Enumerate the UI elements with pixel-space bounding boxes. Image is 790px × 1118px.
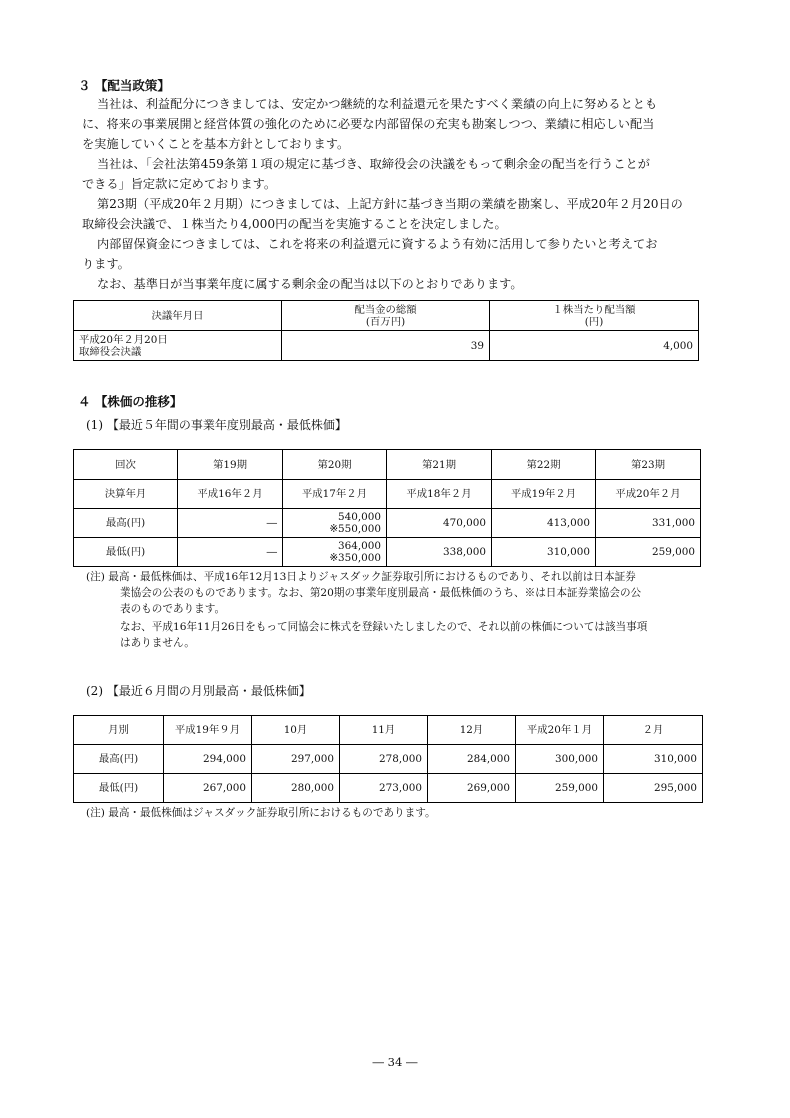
note-line: 業協会の公表のものであります。なお、第20期の事業年度別最高・最低株価のうち、※は日本証券業協会の公	[120, 587, 642, 599]
data-cell: ―	[178, 538, 283, 567]
data-cell: 300,000	[516, 745, 604, 774]
header-cell: 第22期	[492, 450, 596, 480]
header-cell: 決議年月日	[74, 301, 282, 331]
cell-line: ※350,000	[329, 552, 381, 564]
table-row	[74, 331, 699, 361]
data-cell: 310,000	[492, 538, 596, 567]
data-cell: 273,000	[340, 774, 428, 803]
data-cell: 259,000	[516, 774, 604, 803]
paragraph-line: 第23期（平成20年２月期）につきましては、上記方針に基づき当期の業績を勘案し、平成20年２月20日の	[97, 197, 683, 211]
data-cell: 470,000	[387, 509, 492, 538]
header-cell: 平成20年１月	[516, 716, 604, 745]
header-cell: 第20期	[283, 450, 387, 480]
table-row	[74, 538, 701, 567]
note-line: (注) 最高・最低株価はジャスダック証券取引所におけるものであります。	[86, 807, 436, 819]
monthly-price-table	[73, 715, 703, 803]
data-cell: 310,000	[604, 745, 703, 774]
cell-line: 平成20年２月20日	[79, 333, 168, 346]
data-cell: 平成16年２月	[178, 480, 283, 509]
paragraph-line: に、将来の事業展開と経営体質の強化のために必要な内部留保の充実も勘案しつつ、業績に相応しい配当	[82, 117, 655, 131]
data-cell	[74, 331, 282, 361]
annual-price-table	[73, 449, 701, 567]
header-cell: 第21期	[387, 450, 492, 480]
table-header-row	[74, 301, 699, 331]
cell-line: 540,000	[338, 511, 381, 523]
table-header-row	[74, 450, 701, 480]
row-label: 決算年月	[74, 480, 178, 509]
paragraph-line: 当社は、利益配分につきましては、安定かつ継続的な利益還元を果たすべく業績の向上に努めるととも	[97, 97, 658, 111]
table-row	[74, 745, 703, 774]
data-cell: 39	[282, 331, 490, 361]
header-unit: (百万円)	[365, 315, 406, 328]
section3-heading: ３ 【配当政策】	[78, 78, 170, 93]
row-label: 最高(円)	[74, 509, 178, 538]
cell-line: 364,000	[338, 540, 381, 552]
data-cell	[283, 509, 387, 538]
table-header-row	[74, 716, 703, 745]
row-label: 最低(円)	[74, 774, 164, 803]
data-cell: 338,000	[387, 538, 492, 567]
header-cell: 第23期	[596, 450, 701, 480]
data-cell: 280,000	[252, 774, 340, 803]
paragraph-line: できる」旨定款に定めております。	[82, 177, 277, 191]
data-cell: 267,000	[164, 774, 252, 803]
header-unit: (円)	[584, 315, 604, 328]
row-label: 最低(円)	[74, 538, 178, 567]
page-number: ― 34 ―	[372, 1055, 418, 1069]
paragraph-line: なお、基準日が当事業年度に属する剰余金の配当は以下のとおりであります。	[97, 277, 523, 291]
note-line: はありません。	[120, 637, 195, 649]
data-cell: 297,000	[252, 745, 340, 774]
paragraph-line: ります。	[82, 257, 130, 271]
section4-heading: ４ 【株価の推移】	[78, 394, 183, 409]
dividend-table	[73, 300, 699, 361]
cell-line: ※550,000	[329, 523, 381, 535]
paragraph-line: 内部留保資金につきましては、これを将来の利益還元に資するよう有効に活用して参りたいと考えてお	[97, 237, 658, 251]
note-line: なお、平成16年11月26日をもって同協会に株式を登録いたしましたので、それ以前の株価については該当事項	[120, 621, 648, 633]
subsection-1-heading: (1) 【最近５年間の事業年度別最高・最低株価】	[86, 418, 347, 432]
header-cell	[282, 301, 490, 331]
data-cell: 平成19年２月	[492, 480, 596, 509]
data-cell	[283, 538, 387, 567]
table-row	[74, 509, 701, 538]
data-cell: 平成17年２月	[283, 480, 387, 509]
note-line: (注) 最高・最低株価は、平成16年12月13日よりジャスダック証券取引所におけるものであり、それ以前は日本証券	[86, 571, 636, 583]
header-cell: 平成19年９月	[164, 716, 252, 745]
header-line: １株当たり配当額	[552, 303, 636, 316]
data-cell: 294,000	[164, 745, 252, 774]
subsection-2-heading: (2) 【最近６月間の月別最高・最低株価】	[86, 684, 311, 698]
header-cell: 12月	[428, 716, 516, 745]
header-cell: ２月	[604, 716, 703, 745]
note-line: 表のものであります。	[120, 603, 226, 615]
data-cell: 413,000	[492, 509, 596, 538]
header-cell: 月別	[74, 716, 164, 745]
paragraph-line: を実施していくことを基本方針としております。	[82, 137, 350, 151]
table-row	[74, 480, 701, 509]
header-line: 配当金の総額	[354, 303, 417, 316]
paragraph-line: 取締役会決議で、１株当たり4,000円の配当を実施することを決定しました。	[82, 217, 507, 231]
paragraph-line: 当社は、「会社法第459条第１項の規定に基づき、取締役会の決議をもって剰余金の配当を行うことが	[97, 157, 650, 171]
data-cell: 平成18年２月	[387, 480, 492, 509]
data-cell: 278,000	[340, 745, 428, 774]
data-cell: 269,000	[428, 774, 516, 803]
row-label: 最高(円)	[74, 745, 164, 774]
header-cell	[490, 301, 699, 331]
header-cell: 11月	[340, 716, 428, 745]
data-cell: 4,000	[490, 331, 699, 361]
data-cell: ―	[178, 509, 283, 538]
data-cell: 295,000	[604, 774, 703, 803]
header-cell: 第19期	[178, 450, 283, 480]
data-cell: 平成20年２月	[596, 480, 701, 509]
table-row	[74, 774, 703, 803]
cell-line: 取締役会決議	[79, 345, 142, 358]
header-cell: 10月	[252, 716, 340, 745]
data-cell: 331,000	[596, 509, 701, 538]
data-cell: 284,000	[428, 745, 516, 774]
data-cell: 259,000	[596, 538, 701, 567]
header-cell: 回次	[74, 450, 178, 480]
